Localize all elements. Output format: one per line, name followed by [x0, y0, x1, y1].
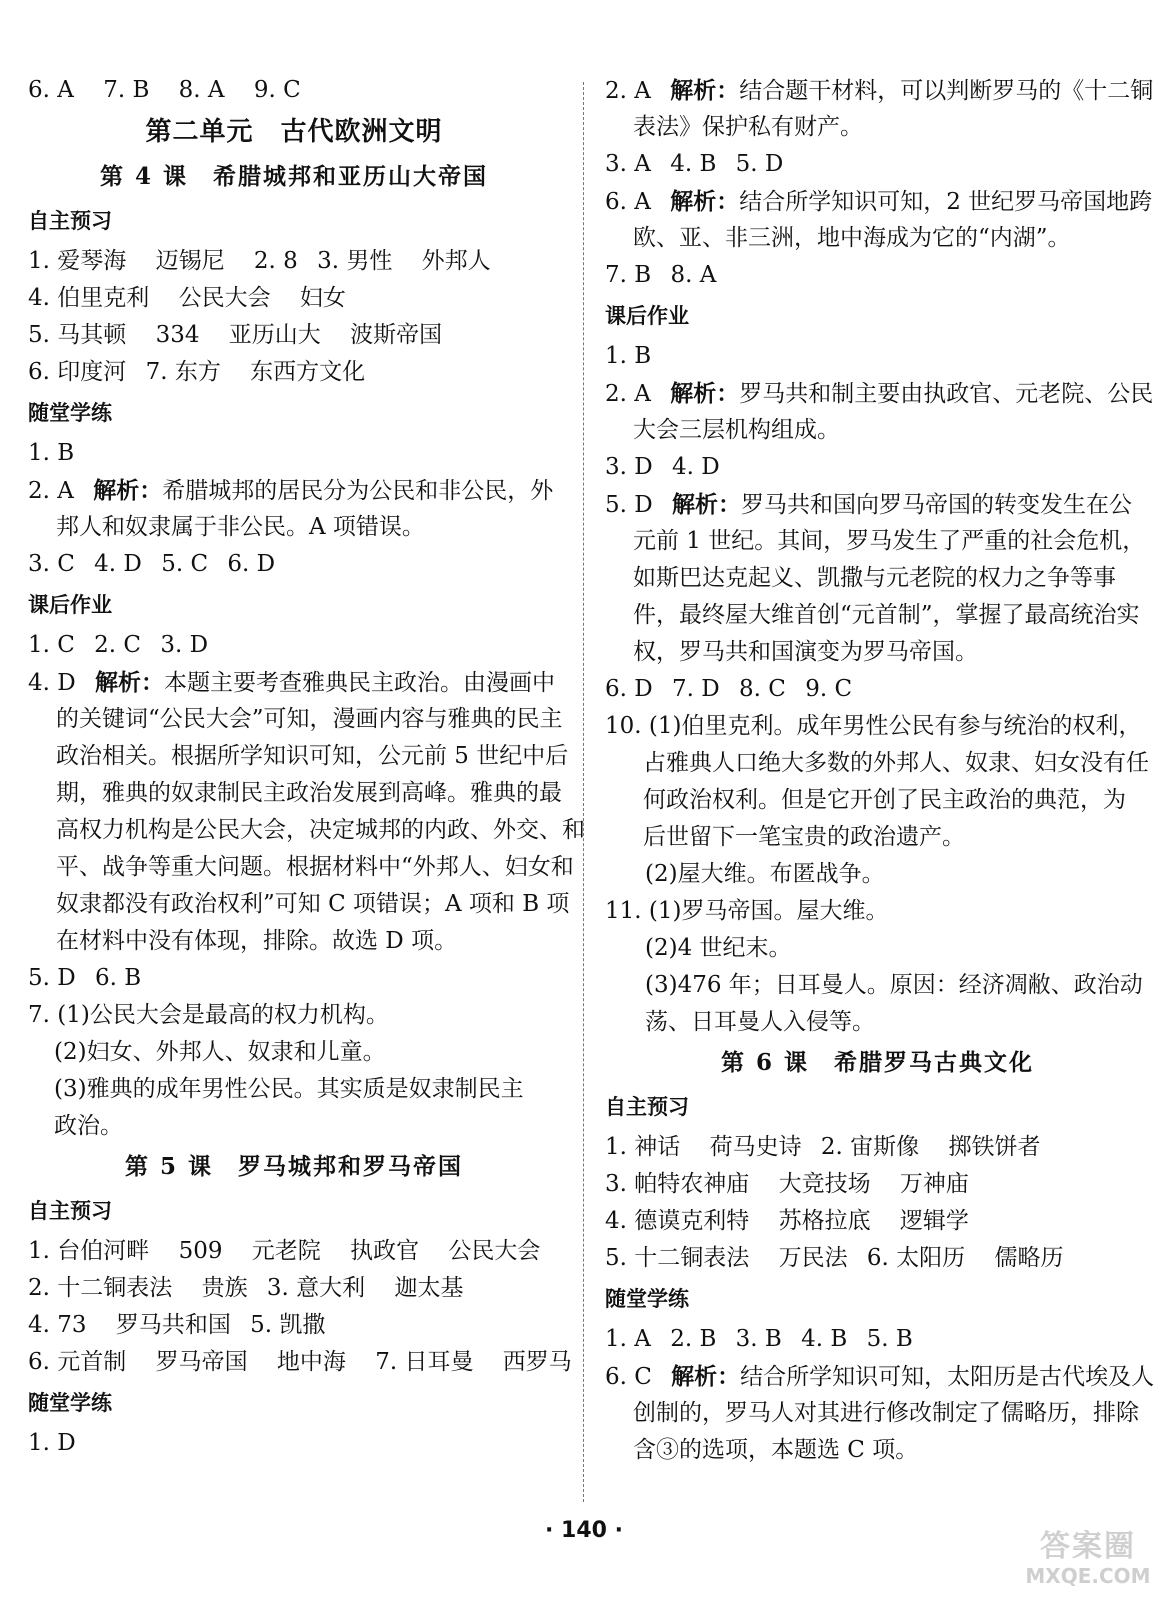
answer-row: 3. D 4. D [605, 454, 720, 480]
analysis-item: 2. A 解析：罗马共和制主要由执政官、元老院、公民 [605, 380, 1154, 407]
answer-row: 6. D 7. D 8. C 9. C [605, 676, 853, 702]
section-heading: 自主预习 [28, 209, 112, 233]
answer-row: 5. 马其顿 334 亚历山大 波斯帝国 [28, 322, 443, 348]
answer-item: 11. (1)罗马帝国。屋大维。 [605, 898, 889, 924]
answer-line: 占雅典人口绝大多数的外邦人、奴隶、妇女没有任 [643, 750, 1149, 776]
answer-row: 1. C 2. C 3. D [28, 632, 209, 658]
answer-line: 后世留下一笔宝贵的政治遗产。 [643, 824, 965, 850]
answer-line: (2)妇女、外邦人、奴隶和儿童。 [54, 1039, 386, 1065]
answer-line: 何政治权利。但是它开创了民主政治的典范，为 [643, 787, 1126, 813]
analysis-item: 4. D 解析：本题主要考查雅典民主政治。由漫画中 [28, 669, 556, 696]
analysis-item: 6. C 解析：结合所学知识可知，太阳历是古代埃及人 [605, 1363, 1155, 1390]
analysis-line: 元前 1 世纪。其间，罗马发生了严重的社会危机， [633, 528, 1146, 554]
analysis-item: 2. A 解析：结合题干材料，可以判断罗马的《十二铜 [605, 77, 1154, 104]
analysis-line: 大会三层机构组成。 [633, 417, 840, 443]
watermark-domain: MXQE.COM [1025, 1564, 1151, 1588]
analysis-line: 含③的选项，本题选 C 项。 [633, 1437, 919, 1463]
answer-line: 荡、日耳曼人入侵等。 [645, 1009, 875, 1035]
lesson-title: 第 5 课 罗马城邦和罗马帝国 [124, 1153, 464, 1180]
unit-title: 第二单元 古代欧洲文明 [145, 117, 443, 147]
answer-line: (2)屋大维。布匿战争。 [645, 861, 885, 887]
answer-row: 1. B [28, 440, 75, 466]
answer-row: 4. 73 罗马共和国 5. 凯撒 [28, 1312, 326, 1338]
answer-row: 1. B [605, 343, 652, 369]
section-heading: 自主预习 [28, 1199, 112, 1223]
left-column [28, 72, 585, 1462]
answer-row: 1. 台伯河畔 509 元老院 执政官 公民大会 [28, 1238, 541, 1264]
analysis-line: 政治相关。根据所学知识可知，公元前 5 世纪中后 [56, 743, 569, 769]
analysis-line: 在材料中没有体现，排除。故选 D 项。 [56, 928, 458, 954]
answer-row: 3. C 4. D 5. C 6. D [28, 551, 276, 577]
answer-row: 2. 十二铜表法 贵族 3. 意大利 迦太基 [28, 1275, 464, 1301]
section-heading: 随堂学练 [605, 1287, 689, 1311]
analysis-line: 的关键词“公民大会”可知，漫画内容与雅典的民主 [56, 706, 563, 732]
analysis-item: 6. A 解析：结合所学知识可知，2 世纪罗马帝国地跨 [605, 188, 1153, 215]
analysis-line: 权，罗马共和国演变为罗马帝国。 [633, 639, 978, 665]
lesson-title: 第 6 课 希腊罗马古典文化 [720, 1049, 1035, 1076]
answer-row: 6. 元首制 罗马帝国 地中海 7. 日耳曼 西罗马 [28, 1349, 572, 1375]
answer-row: 6. 印度河 7. 东方 东西方文化 [28, 359, 366, 385]
answer-row: 3. 帕特农神庙 大竞技场 万神庙 [605, 1171, 969, 1197]
analysis-item: 2. A 解析：希腊城邦的居民分为公民和非公民，外 [28, 477, 554, 504]
answer-item: 7. (1)公民大会是最高的权力机构。 [28, 1002, 389, 1028]
answer-row: 7. B 8. A [605, 262, 717, 288]
analysis-line: 如斯巴达克起义、凯撒与元老院的权力之争等事 [633, 565, 1116, 591]
answer-line: (3)476 年；日耳曼人。原因：经济凋敝、政治动 [645, 972, 1143, 998]
analysis-item: 5. D 解析：罗马共和国向罗马帝国的转变发生在公 [605, 491, 1133, 518]
answer-line: 政治。 [54, 1113, 123, 1139]
answer-row: 5. 十二铜表法 万民法 6. 太阳历 儒略历 [605, 1245, 1064, 1271]
section-heading: 课后作业 [605, 304, 689, 328]
answer-row: 4. 伯里克利 公民大会 妇女 [28, 285, 346, 311]
answer-row: 6. A 7. B 8. A 9. C [28, 77, 301, 103]
lesson-title: 第 4 课 希腊城邦和亚历山大帝国 [99, 163, 489, 190]
answer-line: (2)4 世纪末。 [645, 935, 792, 961]
section-heading: 自主预习 [605, 1095, 689, 1119]
answer-row: 3. A 4. B 5. D [605, 151, 784, 177]
analysis-line: 期，雅典的奴隶制民主政治发展到高峰。雅典的最 [56, 780, 562, 806]
section-heading: 随堂学练 [28, 1391, 112, 1415]
answer-row: 1. 神话 荷马史诗 2. 宙斯像 掷铁饼者 [605, 1134, 1041, 1160]
answer-row: 1. D [28, 1430, 76, 1456]
analysis-line: 高权力机构是公民大会，决定城邦的内政、外交、和 [56, 817, 585, 843]
section-heading: 随堂学练 [28, 401, 112, 425]
analysis-line: 平、战争等重大问题。根据材料中“外邦人、妇女和 [56, 854, 574, 880]
answer-row: 4. 德谟克利特 苏格拉底 逻辑学 [605, 1208, 969, 1234]
answer-row: 5. D 6. B [28, 965, 142, 991]
column-divider [583, 82, 585, 1502]
answer-item: 10. (1)伯里克利。成年男性公民有参与统治的权利， [605, 713, 1142, 739]
analysis-line: 欧、亚、非三洲，地中海成为它的“内湖”。 [633, 225, 1071, 251]
analysis-line: 奴隶都没有政治权利”可知 C 项错误；A 项和 B 项 [56, 891, 570, 917]
right-column [605, 72, 1155, 1469]
analysis-line: 创制的，罗马人对其进行修改制定了儒略历，排除 [633, 1400, 1139, 1426]
answer-line: (3)雅典的成年男性公民。其实质是奴隶制民主 [54, 1076, 524, 1102]
analysis-line: 表法》保护私有财产。 [633, 114, 863, 140]
section-heading: 课后作业 [28, 593, 112, 617]
answer-row: 1. A 2. B 3. B 4. B 5. B [605, 1326, 913, 1352]
watermark-text: 答案圈 [1040, 1529, 1136, 1564]
analysis-line: 件，最终屋大维首创“元首制”，掌握了最高统治实 [633, 602, 1140, 628]
page-number: · 140 · [545, 1518, 623, 1543]
answer-row: 1. 爱琴海 迈锡尼 2. 8 3. 男性 外邦人 [28, 248, 491, 274]
analysis-line: 邦人和奴隶属于非公民。A 项错误。 [56, 514, 425, 540]
watermark-logo [1018, 1530, 1158, 1592]
